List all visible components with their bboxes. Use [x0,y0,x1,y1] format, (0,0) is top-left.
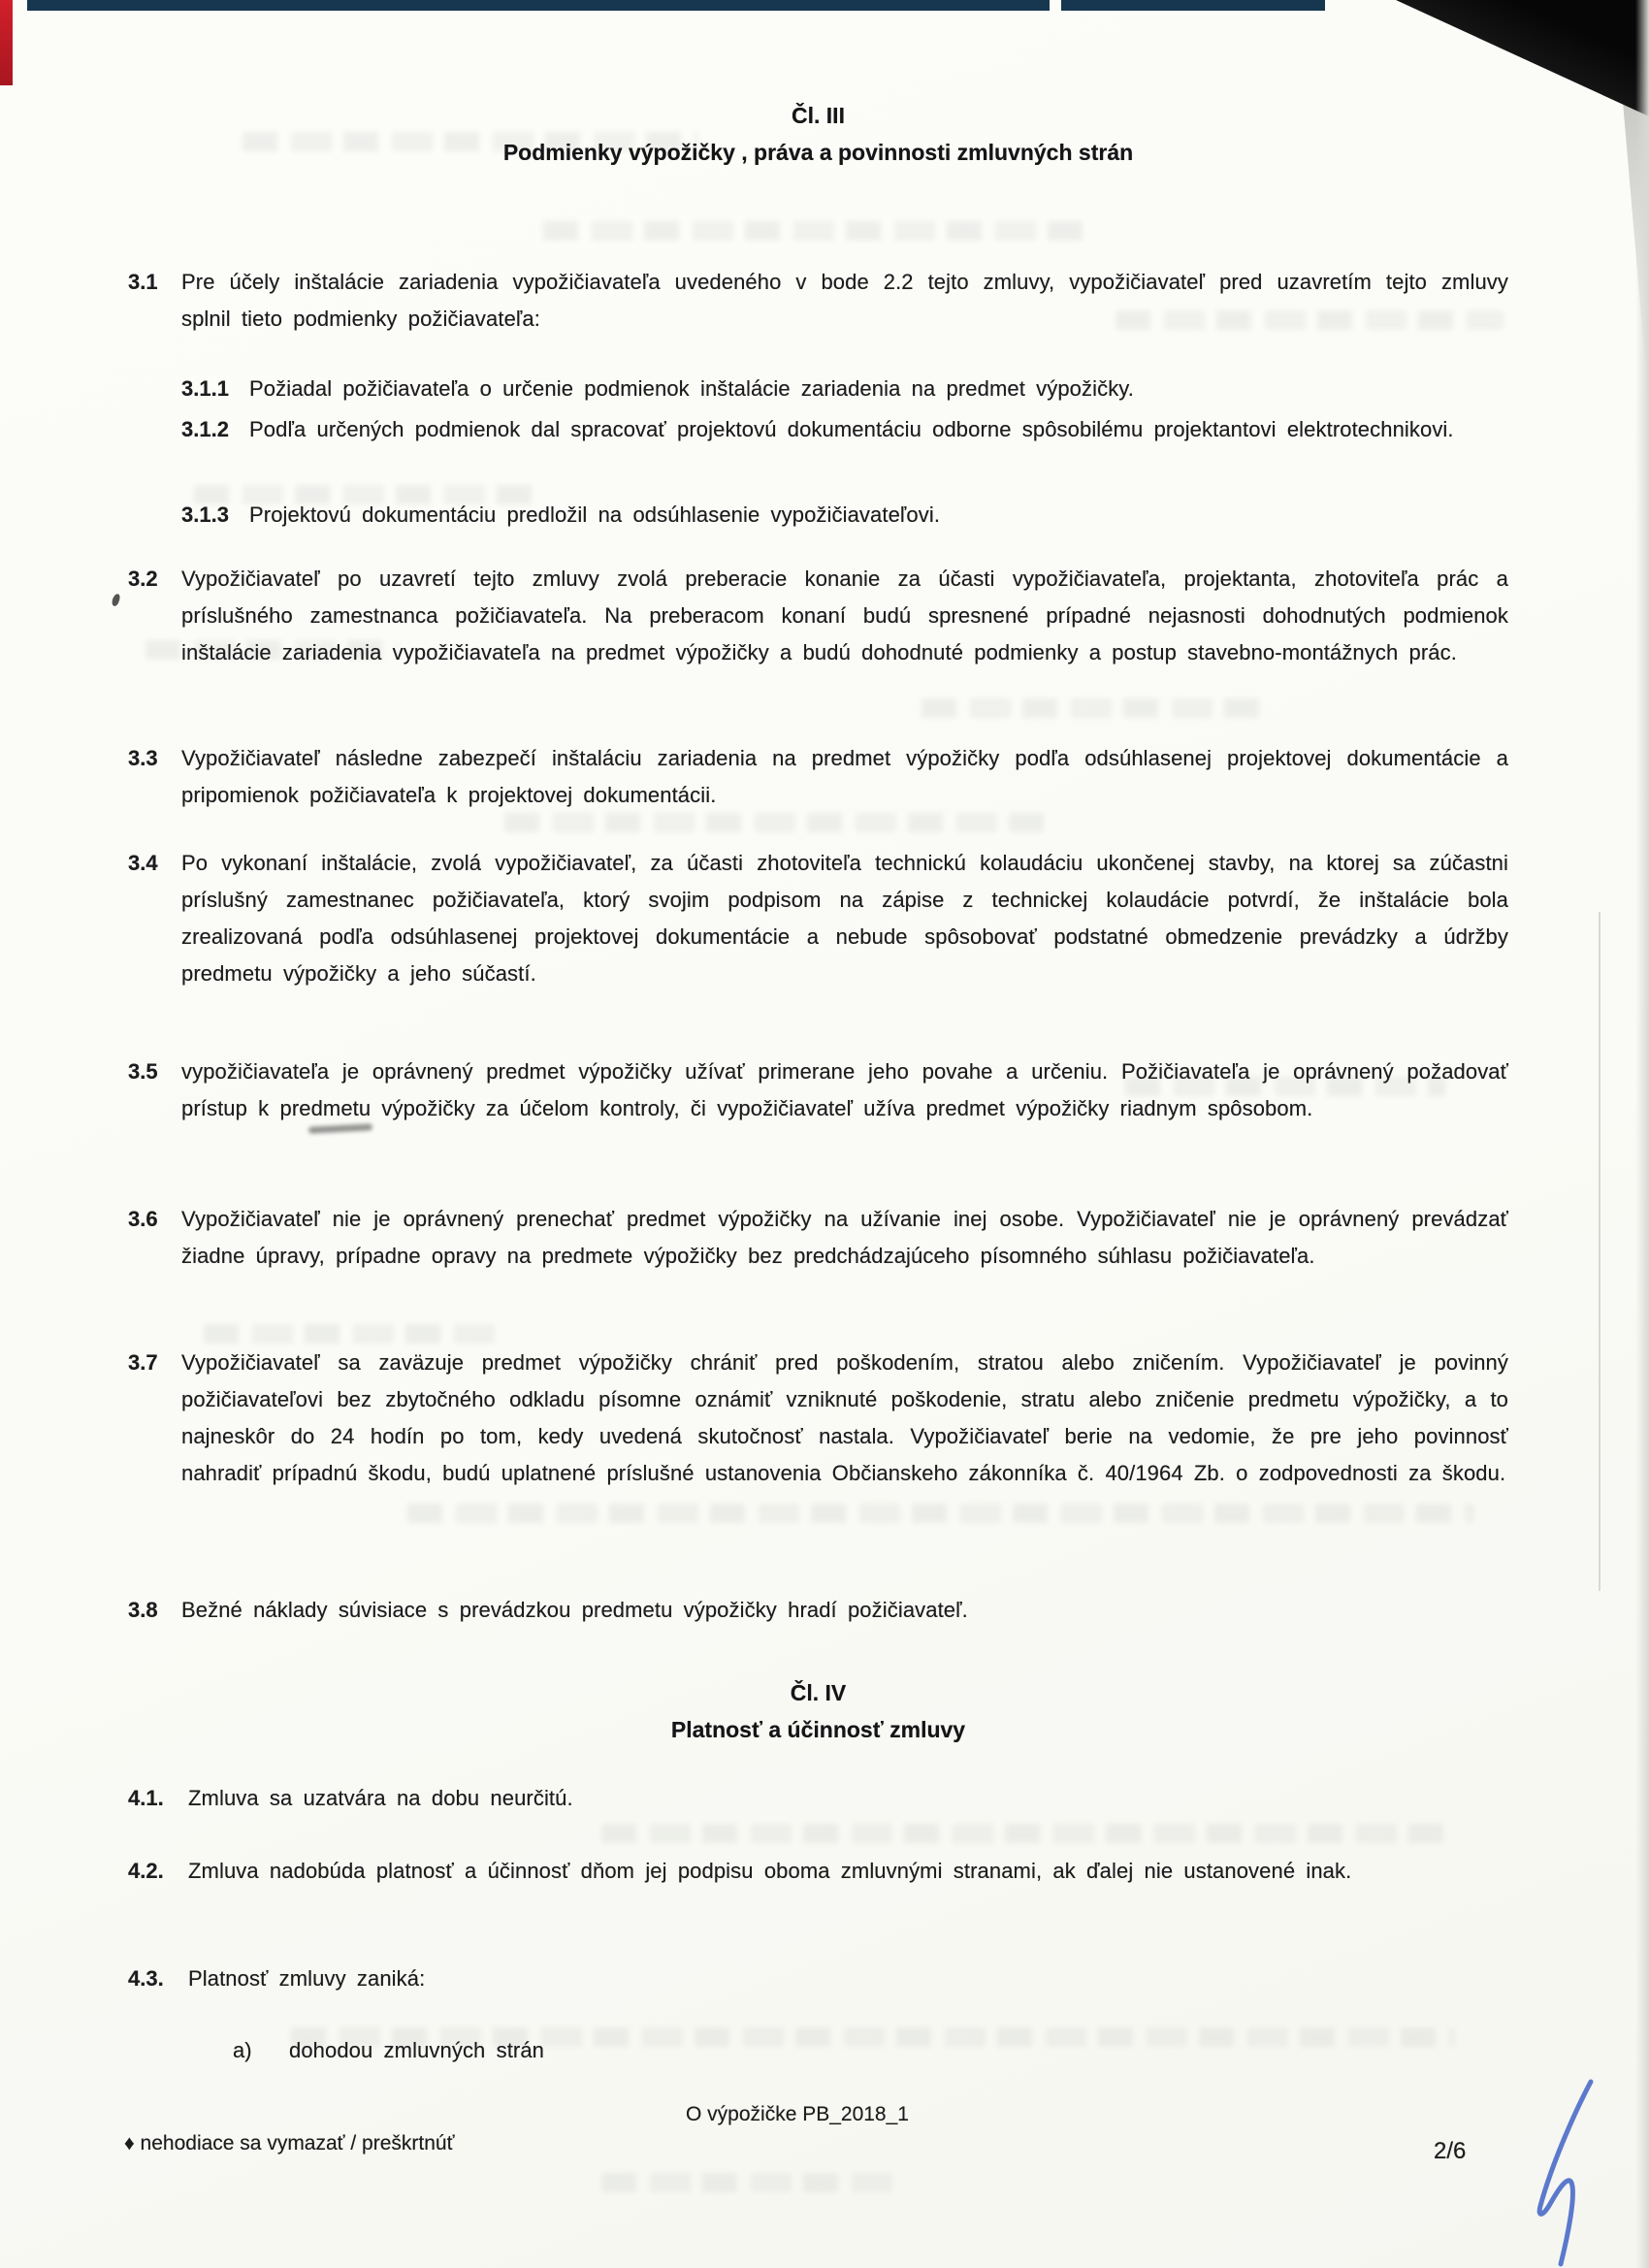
clause-4-3 [128,1960,1508,1997]
clause-text: Vypožičiavateľ následne zabezpečí inštaláciu zariadenia na predmet výpožičky podľa odsúhlasenej projektovej dokumentácie a pripomienok požičiavateľa k projektovej dokumentácii. [181,746,1508,807]
clause-number: 3.4 [128,851,158,875]
red-edge-mark [0,0,13,85]
clause-text: Po vykonaní inštalácie, zvolá vypožičiavateľ, za účasti zhotoviteľa technickú kolaudáciu ukončenej stavby, na ktorej sa zúčastni príslušný zamestnanec požičiavateľa, ktorý svojim podpisom na zápise z technickej kolaudácie potvrdí, že inštalácie bola zrealizovaná podľa odsúhlasenej projektovej dokumentácie a nebude spôsobovať podstatné obmedzenie prevádzky a údržby predmetu výpožičky a jeho súčastí. [181,851,1508,986]
bleed-through-artifact [407,1504,1474,1523]
clause-3-6 [128,1201,1508,1275]
clause-3-4 [128,845,1508,992]
pen-signature-mark [1502,2074,1618,2268]
article-4-heading-block [128,1674,1508,1748]
article-title: Podmienky výpožičky , práva a povinnosti zmluvných strán [502,140,1134,165]
page-edge-shadow [1635,0,1649,2268]
scanner-edge-bar [27,0,1050,11]
clause-text: Vypožičiavateľ nie je oprávnený prenechať predmet výpožičky na užívanie inej osobe. Vypožičiavateľ nie je oprávnený prevádzať žiadne úpravy, prípadne opravy na predmete výpožičky bez predchádzajúceho písomného súhlasu požičiavateľa. [181,1207,1508,1268]
clause-text: vypožičiavateľa je oprávnený predmet výpožičky užívať primerane jeho povahe a určeniu. Požičiavateľa je oprávnený požadovať prístup k predmetu výpožičky za účelom kontroly, či vypožičiavateľ užíva predmet výpožičky riadnym spôsobom. [181,1059,1508,1120]
clause-4-2 [128,1853,1508,1890]
clause-number: 3.1.2 [181,417,229,441]
ink-speck [112,593,121,606]
clause-text: Projektovú dokumentáciu predložil na odsúhlasenie vypožičiavateľovi. [249,502,941,527]
clause-number: 3.7 [128,1350,158,1375]
page-edge-line [1599,912,1600,1591]
clause-text: Vypožičiavateľ sa zaväzuje predmet výpožičky chrániť pred poškodením, stratou alebo zničením. Vypožičiavateľ je povinný požičiavateľovi bez zbytočného odkladu písomne oznámiť vzniknuté poškodenie, stratu alebo zničenie predmetu výpožičky, a to najneskôr do 24 hodín po tom, kedy uvedená skutočnosť nastala. Vypožičiavateľ berie na vedomie, že pre jeho povinnosť nahradiť prípadnú škodu, budú uplatnené príslušné ustanovenia Občianskeho zákonníka č. 40/1964 Zb. o zodpovednosti za škodu. [181,1350,1508,1485]
footnote: ♦ nehodiace sa vymazať / preškrtnúť [124,2132,455,2155]
clause-text: Podľa určených podmienok dal spracovať projektovú dokumentáciu odborne spôsobilému projektantovi elektrotechnikovi. [249,417,1454,441]
clause-number: 3.5 [128,1059,158,1084]
bleed-through-artifact [504,813,1048,832]
clause-text: Zmluva sa uzatvára na dobu neurčitú. [188,1786,573,1810]
clause-3-1 [128,264,1508,338]
list-item-letter: a) [233,2038,252,2062]
clause-number: 3.1.1 [181,376,229,401]
clause-3-2 [128,561,1508,671]
clause-text: Zmluva nadobúda platnosť a účinnosť dňom jej podpisu oboma zmluvnými stranami, ak ďalej nie ustanovené inak. [188,1859,1352,1883]
article-heading: Čl. III [792,103,845,128]
clause-number: 3.2 [128,567,158,591]
article-title: Platnosť a účinnosť zmluvy [670,1717,966,1742]
clause-4-1 [128,1780,1508,1817]
clause-text: Platnosť zmluvy zaniká: [188,1966,426,1991]
clause-number: 3.6 [128,1207,158,1231]
clause-3-7 [128,1345,1508,1492]
clause-number: 3.1 [128,270,158,294]
clause-text: Vypožičiavateľ po uzavretí tejto zmluvy zvolá preberacie konanie za účasti vypožičiavateľa, projektanta, zhotoviteľa prác a príslušného zamestnanca požičiavateľa. Na preberacom konaní budú spresnené prípadné nejasnosti dohodnutých podmienok inštalácie zariadenia vypožičiavateľa na predmet výpožičky a budú dohodnuté podmienky a postup stavebno-montážnych prác. [181,567,1508,664]
clause-number: 4.1. [128,1786,164,1810]
article-3-heading-block [128,97,1508,171]
article-heading: Čl. IV [790,1680,847,1705]
clause-3-1-3 [181,497,1508,534]
scanner-edge-bar [1061,0,1325,11]
bleed-through-artifact [543,221,1086,241]
bleed-through-artifact [601,1824,1455,1843]
bleed-through-artifact [922,698,1271,718]
clause-text: Požiadal požičiavateľa o určenie podmienok inštalácie zariadenia na predmet výpožičky. [249,376,1134,401]
clause-number: 3.8 [128,1598,158,1622]
clause-number: 4.2. [128,1859,164,1883]
clause-3-5 [128,1053,1508,1127]
page-number: 2/6 [1434,2138,1467,2164]
bleed-through-artifact [601,2173,892,2192]
list-item-text: dohodou zmluvných strán [289,2038,545,2062]
clause-text: Bežné náklady súvisiace s prevádzkou predmetu výpožičky hradí požičiavateľ. [181,1598,968,1622]
doc-reference: O výpožičke PB_2018_1 [686,2103,909,2125]
clause-number: 3.3 [128,746,158,770]
clause-3-1-1 [181,371,1508,407]
clause-4-3-a [233,2032,1508,2069]
bleed-through-artifact [204,1324,495,1344]
clause-3-3 [128,740,1508,814]
clause-3-1-2 [181,411,1508,448]
clause-3-8 [128,1592,1508,1629]
clause-text: Pre účely inštalácie zariadenia vypožičiavateľa uvedeného v bode 2.2 tejto zmluvy, vypožičiavateľ pred uzavretím tejto zmluvy splnil tieto podmienky požičiavateľa: [181,270,1508,331]
clause-number: 3.1.3 [181,502,229,527]
clause-number: 4.3. [128,1966,164,1991]
